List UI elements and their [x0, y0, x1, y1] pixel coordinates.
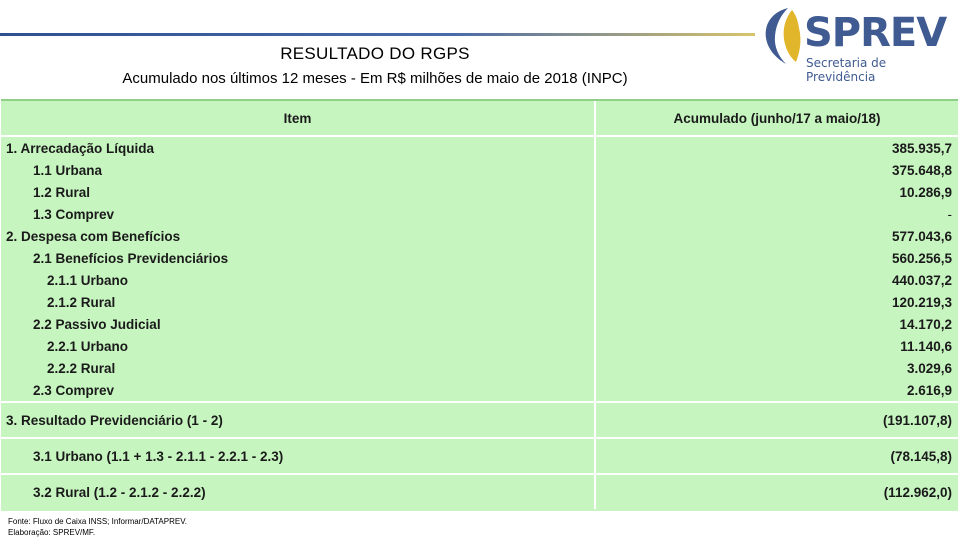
sprev-logo [762, 6, 957, 84]
table-row [1, 269, 958, 291]
row-label: 2.2.2 Rural [1, 357, 595, 379]
row-label: 3.1 Urbano (1.1 + 1.3 - 2.1.1 - 2.2.1 - 2.3) [1, 438, 595, 474]
logo-tagline: Secretaria de Previdência [806, 56, 887, 84]
row-value: - [947, 206, 952, 222]
row-value: (191.107,8) [595, 402, 958, 438]
row-value: 560.256,5 [891, 250, 952, 266]
row-value: 3.029,6 [906, 360, 952, 376]
table-row [1, 225, 958, 247]
table-row [1, 474, 958, 509]
table-row [1, 159, 958, 181]
row-label: 1.3 Comprev [1, 203, 595, 225]
row-label: 2.2 Passivo Judicial [1, 313, 595, 335]
sprev-emblem-icon [762, 6, 804, 68]
row-value: 120.219,3 [891, 294, 952, 310]
table-row [1, 379, 958, 402]
table-row [1, 335, 958, 357]
table-row [1, 438, 958, 474]
page-title: RESULTADO DO RGPS [280, 44, 470, 63]
table-row [1, 291, 958, 313]
table-row [1, 313, 958, 335]
row-value: 14.170,2 [899, 316, 952, 332]
row-label: 2.2.1 Urbano [1, 335, 595, 357]
row-label: 3. Resultado Previdenciário (1 - 2) [1, 402, 595, 438]
results-table [1, 99, 958, 511]
source-note: Fonte: Fluxo de Caixa INSS; Informar/DATAPREV. [8, 517, 188, 526]
table-row [1, 247, 958, 269]
footer-notes [8, 516, 187, 538]
table-row [1, 136, 958, 159]
table-row [1, 357, 958, 379]
column-header-item: Item [1, 101, 595, 136]
table-row [1, 402, 958, 438]
row-label: 3.2 Rural (1.2 - 2.1.2 - 2.2.2) [1, 474, 595, 509]
row-label: 2.1.2 Rural [1, 291, 595, 313]
row-label: 2.1.1 Urbano [1, 269, 595, 291]
row-label: 1. Arrecadação Líquida [1, 136, 595, 159]
row-label: 1.1 Urbana [1, 159, 595, 181]
row-value: 375.648,8 [891, 162, 952, 178]
page-subtitle: Acumulado nos últimos 12 meses - Em R$ milhões de maio de 2018 (INPC) [122, 70, 628, 87]
row-value: (78.145,8) [595, 438, 958, 474]
row-value: 385.935,7 [891, 140, 952, 156]
logo-name: SPREV [804, 10, 947, 56]
table-row [1, 181, 958, 203]
row-value: 10.286,9 [899, 184, 952, 200]
column-header-accumulated: Acumulado (junho/17 a maio/18) [595, 101, 958, 136]
row-value: 577.043,6 [891, 228, 952, 244]
row-value: (112.962,0) [595, 474, 958, 509]
row-label: 2. Despesa com Benefícios [1, 225, 595, 247]
row-label: 1.2 Rural [1, 181, 595, 203]
row-value: 11.140,6 [900, 338, 952, 354]
header-rule [0, 33, 755, 36]
table-row [1, 203, 958, 225]
row-value: 2.616,9 [906, 382, 952, 398]
row-label: 2.3 Comprev [1, 379, 595, 402]
row-label: 2.1 Benefícios Previdenciários [1, 247, 595, 269]
credit-note: Elaboração: SPREV/MF. [8, 528, 96, 537]
row-value: 440.037,2 [891, 272, 952, 288]
